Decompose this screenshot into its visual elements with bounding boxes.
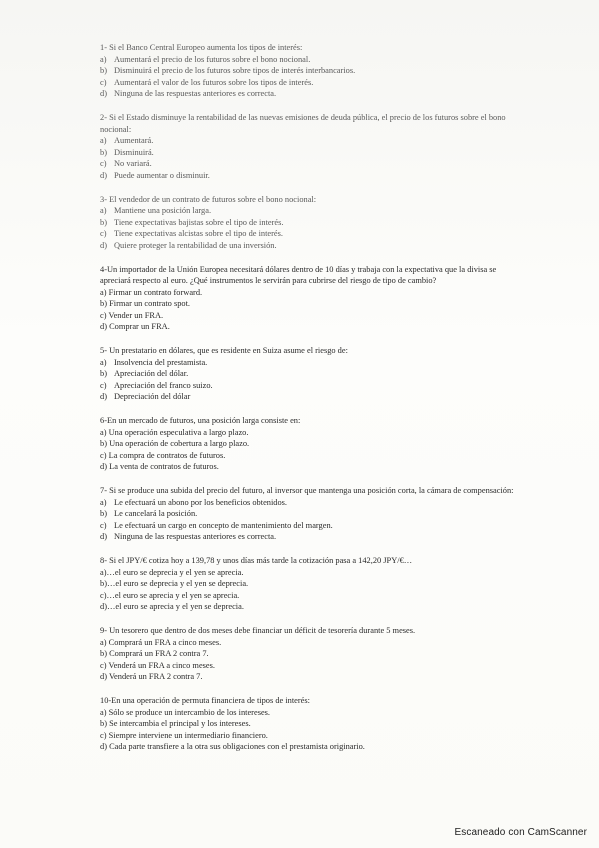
question-4 bbox=[100, 264, 520, 334]
option-c: c) Venderá un FRA a cinco meses. bbox=[100, 660, 215, 670]
option-a: a) Le efectuará un abono por los beneficios obtenidos. bbox=[100, 497, 288, 507]
option-b: b) Disminuirá el precio de los futuros sobre tipos de interés interbancarios. bbox=[100, 66, 356, 76]
option-a: a) Una operación especulativa a largo plazo. bbox=[100, 427, 249, 437]
option-c: c) Le efectuará un cargo en concepto de mantenimiento del margen. bbox=[100, 520, 333, 530]
question-10 bbox=[100, 695, 520, 753]
option-d: d) Venderá un FRA 2 contra 7. bbox=[100, 672, 203, 682]
question-text: 4-Un importador de la Unión Europea necesitará dólares dentro de 10 días y trabaja con la expectativa que la divisa se apreciará respecto al euro. ¿Qué instrumentos le servirán para cubrirse del riesgo de tipo de cambio? bbox=[100, 264, 497, 286]
option-d: d) Quiere proteger la rentabilidad de una inversión. bbox=[100, 240, 277, 250]
question-text: 6-En un mercado de futuros, una posición larga consiste en: bbox=[100, 416, 301, 426]
option-b: b) Disminuirá. bbox=[100, 147, 154, 157]
option-b: b)…el euro se deprecia y el yen se deprecia. bbox=[100, 579, 249, 589]
question-text: 8- Si el JPY/€ cotiza hoy a 139,78 y unos días más tarde la cotización pasa a 142,20 JPY/€… bbox=[100, 555, 413, 565]
question-5 bbox=[100, 345, 520, 403]
question-2 bbox=[100, 112, 520, 182]
option-d: d) Depreciación del dólar bbox=[100, 392, 191, 402]
question-3 bbox=[100, 194, 520, 252]
option-d: d) Ninguna de las respuestas anteriores es correcta. bbox=[100, 532, 277, 542]
option-b: b) Apreciación del dólar. bbox=[100, 369, 189, 379]
question-text: 7- Si se produce una subida del precio del futuro, al inversor que mantenga una posición corta, la cámara de compensación: bbox=[100, 486, 514, 495]
option-d: d) La venta de contratos de futuros. bbox=[100, 462, 219, 472]
option-a: a) Sólo se produce un intercambio de los intereses. bbox=[100, 707, 271, 717]
option-c: c) Vender un FRA. bbox=[100, 310, 164, 320]
option-b: b) Tiene expectativas bajistas sobre el tipo de interés. bbox=[100, 217, 284, 227]
option-a: a) Comprará un FRA a cinco meses. bbox=[100, 637, 222, 647]
question-9 bbox=[100, 625, 520, 683]
question-text: 3- El vendedor de un contrato de futuros sobre el bono nocional: bbox=[100, 194, 317, 204]
option-d: d) Puede aumentar o disminuir. bbox=[100, 170, 210, 180]
option-c: c) No variará. bbox=[100, 159, 152, 169]
question-text: 10-En una operación de permuta financiera de tipos de interés: bbox=[100, 695, 310, 705]
option-a: a) Insolvencia del prestamista. bbox=[100, 357, 208, 367]
option-c: c) Aumentará el valor de los futuros sobre los tipos de interés. bbox=[100, 77, 314, 87]
option-a: a) Mantiene una posición larga. bbox=[100, 206, 212, 216]
question-text: 2- Si el Estado disminuye la rentabilidad de las nuevas emisiones de deuda pública, el precio de los futuros sobre el bono nocional: bbox=[100, 112, 506, 134]
option-a: a) Aumentará. bbox=[100, 136, 154, 146]
option-d: d) Comprar un FRA. bbox=[100, 322, 170, 332]
question-1 bbox=[100, 42, 520, 100]
option-d: d) Ninguna de las respuestas anteriores es correcta. bbox=[100, 89, 277, 99]
option-c: c)…el euro se aprecia y el yen se aprecia. bbox=[100, 590, 240, 600]
option-a: a) Aumentará el precio de los futuros sobre el bono nocional. bbox=[100, 54, 311, 64]
option-a: a) Firmar un contrato forward. bbox=[100, 287, 203, 297]
question-text: 9- Un tesorero que dentro de dos meses debe financiar un déficit de tesorería durante 5 meses. bbox=[100, 625, 416, 635]
option-b: b) Se intercambia el principal y los intereses. bbox=[100, 719, 251, 729]
option-a: a)…el euro se deprecia y el yen se aprecia. bbox=[100, 567, 244, 577]
option-c: c) Apreciación del franco suizo. bbox=[100, 380, 213, 390]
option-b: b) Una operación de cobertura a largo plazo. bbox=[100, 439, 250, 449]
question-text: 5- Un prestatario en dólares, que es residente en Suiza asume el riesgo de: bbox=[100, 346, 348, 356]
option-c: c) La compra de contratos de futuros. bbox=[100, 450, 226, 460]
option-b: b) Firmar un contrato spot. bbox=[100, 299, 191, 309]
option-b: b) Comprará un FRA 2 contra 7. bbox=[100, 649, 209, 659]
question-7 bbox=[100, 485, 520, 543]
option-c: c) Siempre interviene un intermediario financiero. bbox=[100, 730, 268, 740]
option-d: d)…el euro se aprecia y el yen se deprecia. bbox=[100, 602, 244, 612]
question-8 bbox=[100, 555, 520, 613]
question-6 bbox=[100, 415, 520, 473]
option-d: d) Cada parte transfiere a la otra sus obligaciones con el prestamista originario. bbox=[100, 742, 365, 752]
option-b: b) Le cancelará la posición. bbox=[100, 509, 198, 519]
option-c: c) Tiene expectativas alcistas sobre el tipo de interés. bbox=[100, 229, 284, 239]
scanner-watermark: Escaneado con CamScanner bbox=[454, 827, 587, 838]
exam-questions bbox=[100, 42, 520, 765]
question-text: 1- Si el Banco Central Europeo aumenta los tipos de interés: bbox=[100, 43, 303, 52]
